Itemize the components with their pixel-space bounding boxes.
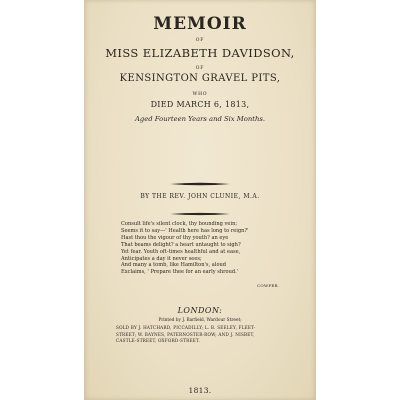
poem-line: Exclaims, ' Prepare thee for an early shroud.' xyxy=(121,269,239,276)
poem-line: Anticipates a day it never sees; xyxy=(121,255,202,262)
poem-line: Consult life's silent clock, thy bounding vein; xyxy=(121,221,238,227)
connector-who: WHO xyxy=(192,92,208,97)
subject-name: MISS ELIZABETH DAVIDSON, xyxy=(105,46,295,60)
connector-of-1: OF xyxy=(195,38,205,43)
imprint-line: CASTLE-STREET, OXFORD-STREET. xyxy=(116,338,200,344)
connector-of-2: OF xyxy=(195,66,205,71)
imprint-line: SOLD BY J. HATCHARD, PICCADILLY; L. B. SEELEY, FLEET- xyxy=(116,325,256,330)
poem-line: Seems it to say—' Health here has long to reign?' xyxy=(121,227,249,234)
printer-line: Printed by J. Barfield, Wardour Street; xyxy=(158,318,242,323)
imprint-city: LONDON: xyxy=(177,306,223,315)
seller-imprint xyxy=(116,325,292,345)
title-page xyxy=(84,0,316,400)
ornament-rule-top xyxy=(170,181,230,187)
publication-year: 1813. xyxy=(188,386,212,395)
poem-attribution: COWPER. xyxy=(257,283,280,288)
poem-line: Yet fear. Youth oft-times healthful and at ease, xyxy=(121,248,241,255)
poem-line: Hast thou the vigour of thy youth? an eye xyxy=(121,234,229,241)
subject-place: KENSINGTON GRAVEL PITS, xyxy=(119,73,281,84)
poem-line: That beams delight? a heart untaught to sigh? xyxy=(121,241,241,248)
author-line: BY THE REV. JOHN CLUNIE, M.A. xyxy=(140,193,260,200)
death-date: DIED MARCH 6, 1813, xyxy=(150,100,250,109)
poem-line: And many a tomb, like Hamilton's, aloud xyxy=(121,262,227,269)
book-title: MEMOIR xyxy=(153,14,247,34)
ornament-rule-bottom xyxy=(170,211,230,217)
age-line: Aged Fourteen Years and Six Months. xyxy=(135,115,265,123)
epigraph-poem xyxy=(121,221,301,276)
imprint-line: STREET; W. BAYNES, PATERNOSTER-ROW; AND J. NISBET, xyxy=(116,331,255,337)
